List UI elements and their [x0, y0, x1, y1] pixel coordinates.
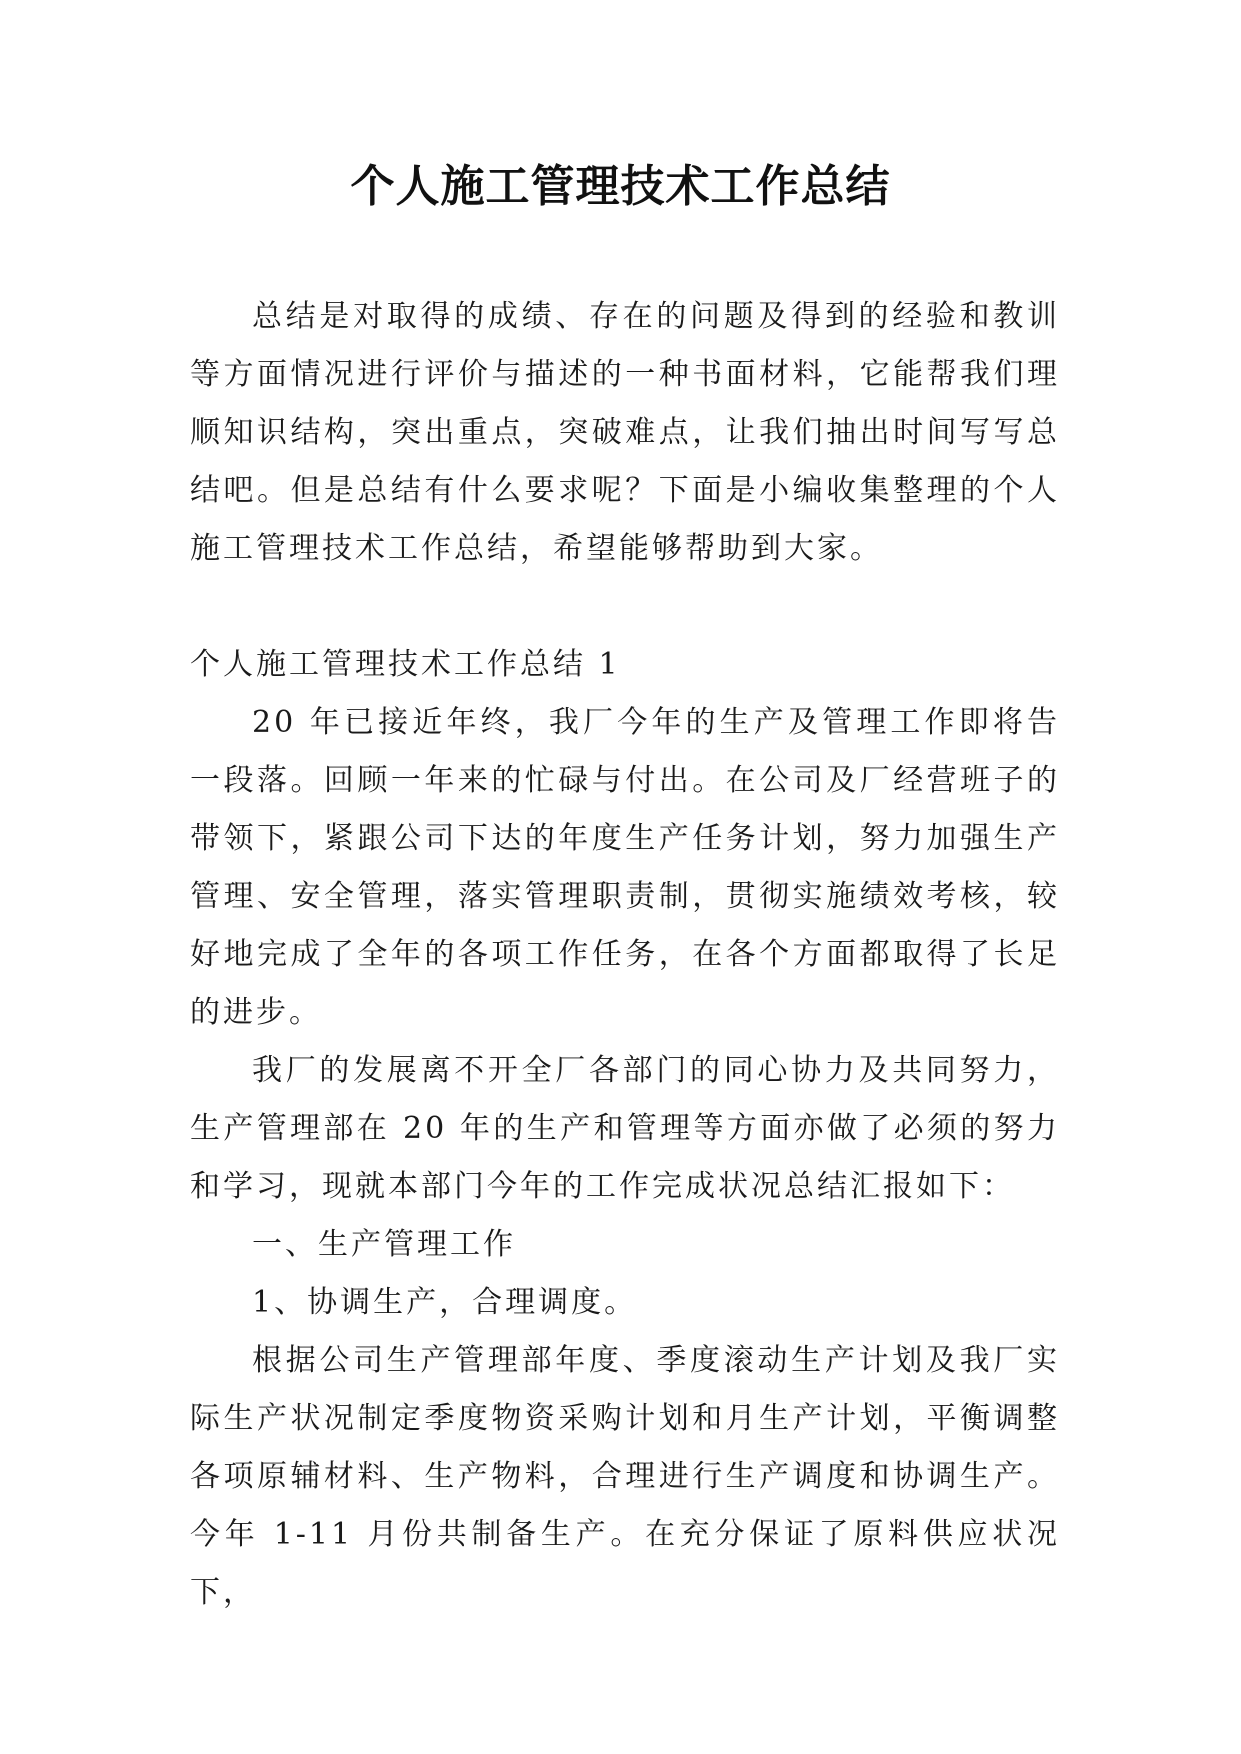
intro-paragraph: 总结是对取得的成绩、存在的问题及得到的经验和教训等方面情况进行评价与描述的一种书面材料，它能帮我们理顺知识结构，突出重点，突破难点，让我们抽出时间写写总结吧。但是总结有什么要求呢？下面是小编收集整理的个人施工管理技术工作总结，希望能够帮助到大家。 — [190, 299, 1060, 566]
paragraph-2: 我厂的发展离不开全厂各部门的同心协力及共同努力，生产管理部在 20 年的生产和管理等方面亦做了必须的努力和学习，现就本部门今年的工作完成状况总结汇报如下： — [190, 1053, 1060, 1204]
document-title: 个人施工管理技术工作总结 — [350, 161, 891, 212]
paragraph-1: 20 年已接近年终，我厂今年的生产及管理工作即将告一段落。回顾一年来的忙碌与付出。在公司及厂经营班子的带领下，紧跟公司下达的年度生产任务计划，努力加强生产管理、安全管理，落实管理职责制，贯彻实施绩效考核，较好地完成了全年的各项工作任务，在各个方面都取得了长足的进步。 — [190, 705, 1060, 1030]
subheading-coordinate-production: 1、协调生产，合理调度。 — [252, 1285, 638, 1320]
subheading-production-management: 一、生产管理工作 — [252, 1227, 516, 1262]
section-heading: 个人施工管理技术工作总结 1 — [190, 647, 621, 682]
paragraph-3: 根据公司生产管理部年度、季度滚动生产计划及我厂实际生产状况制定季度物资采购计划和月生产计划，平衡调整各项原辅材料、生产物料，合理进行生产调度和协调生产。今年 1-11 月份共制备生产。在充分保证了原料供应状况下， — [190, 1343, 1060, 1610]
